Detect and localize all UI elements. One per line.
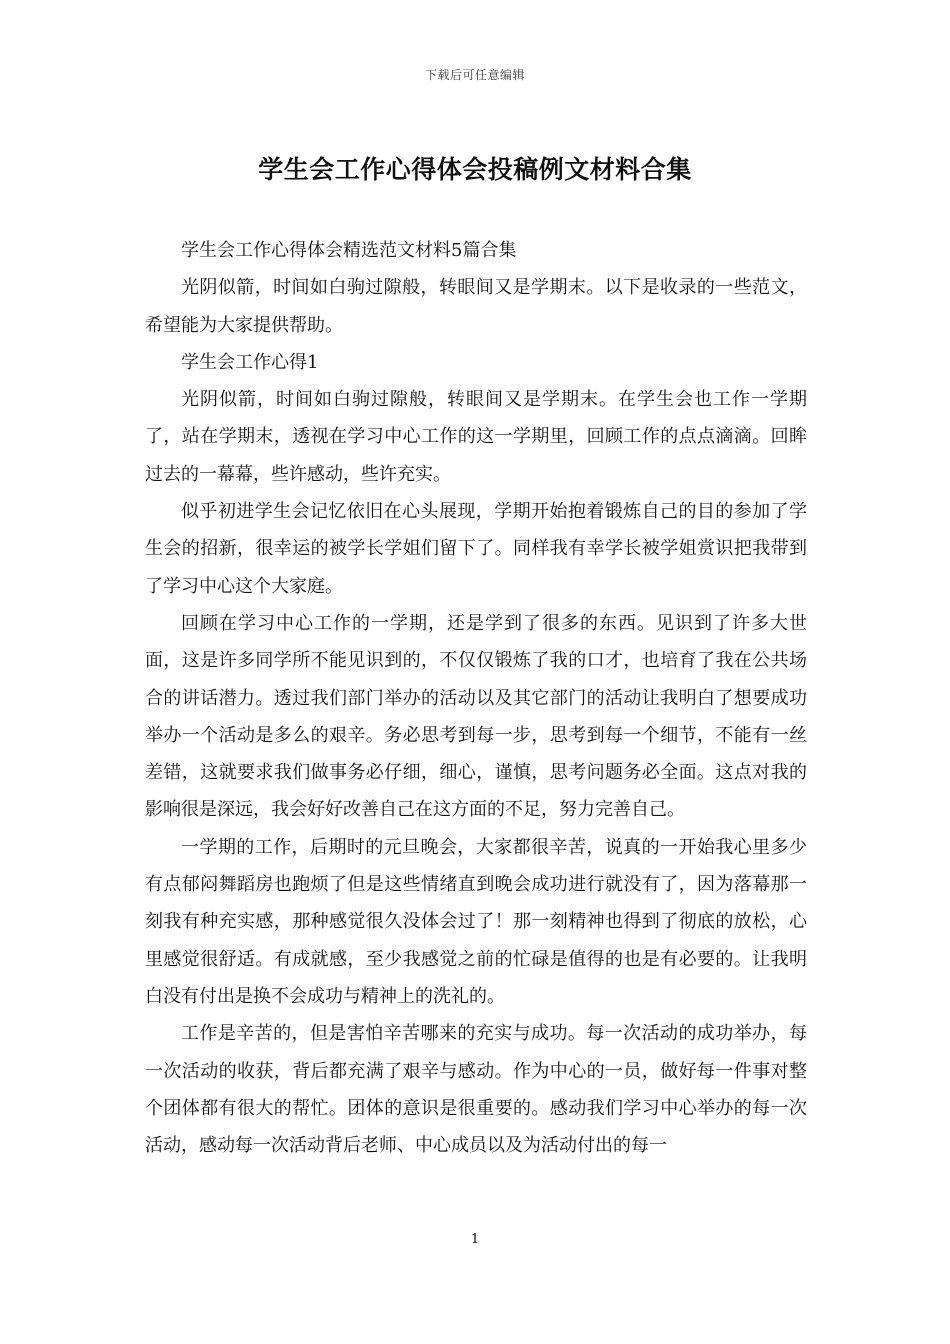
page-number: 1 <box>470 1232 480 1247</box>
subtitle-paragraph: 学生会工作心得体会精选范文材料5篇合集 <box>181 240 517 261</box>
body-paragraph: 回顾在学习中心工作的一学期，还是学到了很多的东西。见识到了许多大世面，这是许多同学所不能见识到的，不仅仅锻炼了我的口才，也培育了我在公共场合的讲话潜力。透过我们部门举办的活动以及其它部门的活动让我明白了想要成功举办一个活动是多么的艰辛。务必思考到每一步，思考到每一个细节，不能有一丝差错，这就要求我们做事务必仔细，细心，谨慎，思考问题务必全面。这点对我的影响很是深远，我会好好改善自己在这方面的不足，努力完善自己。 <box>145 612 807 821</box>
body-paragraph: 光阴似箭，时间如白驹过隙般，转眼间又是学期末。在学生会也工作一学期了，站在学期末，透视在学习中心工作的这一学期里，回顾工作的点点滴滴。回眸过去的一幕幕，些许感动，些许充实。 <box>145 389 807 485</box>
body-paragraph: 似乎初进学生会记忆依旧在心头展现，学期开始抱着锻炼自己的目的参加了学生会的招新，很幸运的被学长学姐们留下了。同样我有幸学长被学姐赏识把我带到了学习中心这个大家庭。 <box>145 501 807 597</box>
document-body <box>145 232 807 1164</box>
document-title: 学生会工作心得体会投稿例文材料合集 <box>258 155 692 184</box>
intro-paragraph: 光阴似箭，时间如白驹过隙般，转眼间又是学期末。以下是收录的一些范文，希望能为大家提供帮助。 <box>145 277 807 336</box>
header-note: 下载后可任意编辑 <box>424 68 525 82</box>
body-paragraph: 一学期的工作，后期时的元旦晚会，大家都很辛苦，说真的一开始我心里多少有点郁闷舞蹈房也跑烦了但是这些情绪直到晚会成功进行就没有了，因为落幕那一刻我有种充实感，那种感觉很久没体会过了！那一刻精神也得到了彻底的放松，心里感觉很舒适。有成就感，至少我感觉之前的忙碌是值得的也是有必要的。让我明白没有付出是换不会成功与精神上的洗礼的。 <box>145 836 807 1007</box>
body-paragraph: 工作是辛苦的，但是害怕辛苦哪来的充实与成功。每一次活动的成功举办，每一次活动的收获，背后都充满了艰辛与感动。作为中心的一员，做好每一件事对整个团体都有很大的帮忙。团体的意识是很重要的。感动我们学习中心举办的每一次活动，感动每一次活动背后老师、中心成员以及为活动付出的每一 <box>145 1023 807 1157</box>
section-heading: 学生会工作心得1 <box>181 351 319 373</box>
